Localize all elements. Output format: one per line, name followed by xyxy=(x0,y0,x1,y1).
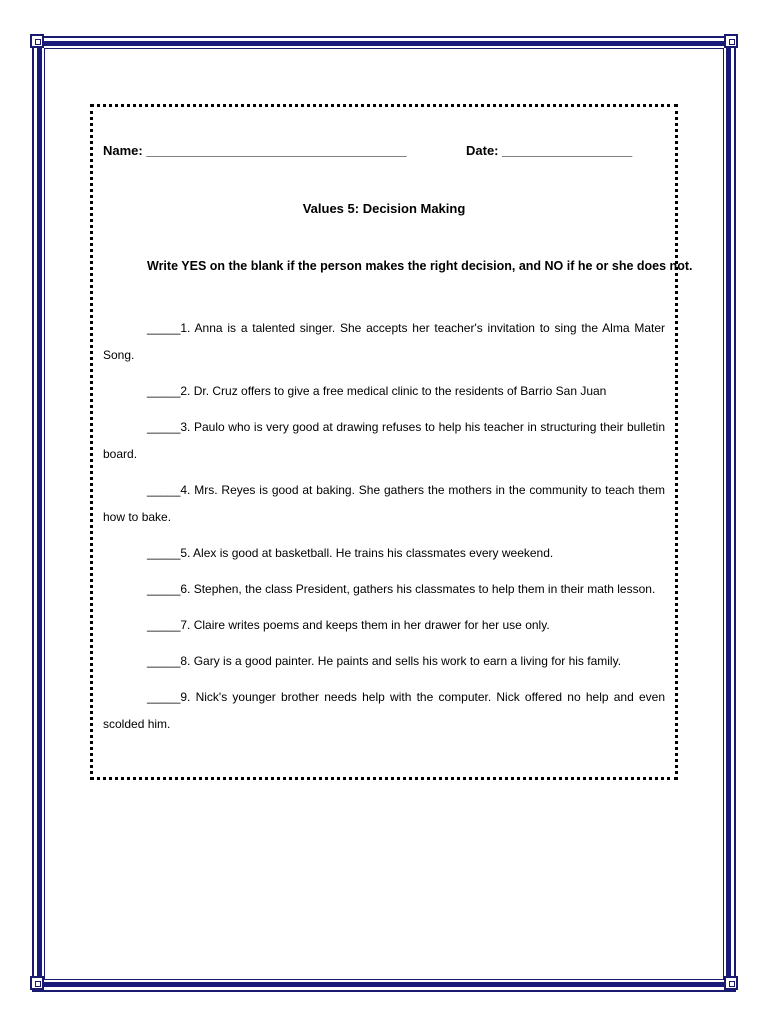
question-item: _____7. Claire writes poems and keeps them in her drawer for her use only. xyxy=(147,618,550,632)
question-item: _____6. Stephen, the class President, gathers his classmates to help them in their math lesson. xyxy=(147,582,656,596)
name-label: Name: xyxy=(103,143,143,158)
date-field[interactable] xyxy=(466,143,632,158)
border-corner-ornament xyxy=(30,976,44,990)
question-item: _____5. Alex is good at basketball. He trains his classmates every weekend. xyxy=(147,546,554,560)
name-blank-line[interactable]: ____________________________________ xyxy=(146,143,407,158)
border-corner-ornament xyxy=(724,976,738,990)
date-label: Date: xyxy=(466,143,499,158)
question-item: _____3. Paulo who is very good at drawing refuses to help his teacher in structuring their bulletin board. xyxy=(103,420,665,461)
instructions: Write YES on the blank if the person makes the right decision, and NO if he or she does not. xyxy=(147,259,693,273)
worksheet-title: Values 5: Decision Making xyxy=(302,201,466,216)
date-blank-line[interactable]: __________________ xyxy=(502,143,633,158)
question-list xyxy=(103,315,665,747)
question-item: _____2. Dr. Cruz offers to give a free medical clinic to the residents of Barrio San Juan xyxy=(147,384,607,398)
question-item: _____9. Nick's younger brother needs help with the computer. Nick offered no help and even scolded him. xyxy=(103,690,665,731)
question-item: _____4. Mrs. Reyes is good at baking. She gathers the mothers in the community to teach them how to bake. xyxy=(103,483,665,524)
name-field[interactable] xyxy=(103,143,407,158)
question-item: _____8. Gary is a good painter. He paints and sells his work to earn a living for his family. xyxy=(147,654,622,668)
question-item: _____1. Anna is a talented singer. She accepts her teacher's invitation to sing the Alma Mater Song. xyxy=(103,321,665,362)
border-corner-ornament xyxy=(30,34,44,48)
border-corner-ornament xyxy=(724,34,738,48)
